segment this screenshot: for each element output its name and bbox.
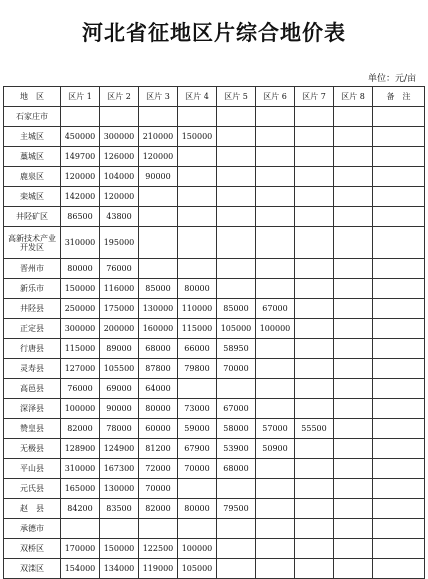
table-row (4, 339, 425, 359)
zone-3-price-cell: 210000 (139, 127, 178, 147)
zone-5-price-cell (217, 559, 256, 579)
zone-1-price-cell (61, 519, 100, 539)
table-row (4, 279, 425, 299)
zone-1-price-cell: 310000 (61, 459, 100, 479)
zone-7-price-cell (295, 399, 334, 419)
zone-7-price-cell (295, 127, 334, 147)
zone-7-price-cell (295, 559, 334, 579)
zone-4-price-cell: 105000 (178, 559, 217, 579)
unit-label: 单位：元/亩 (367, 74, 416, 84)
zone-6-price-cell: 100000 (256, 319, 295, 339)
zone-5-price-cell: 53900 (217, 439, 256, 459)
zone-6-price-cell (256, 459, 295, 479)
note-cell (373, 419, 425, 439)
zone-8-price-cell (334, 559, 373, 579)
zone-3-price-cell (139, 227, 178, 259)
zone-5-price-cell (217, 167, 256, 187)
zone-2-price-cell: 90000 (100, 399, 139, 419)
zone-7-price-cell (295, 479, 334, 499)
note-cell (373, 107, 425, 127)
zone-2-price-cell: 175000 (100, 299, 139, 319)
column-header-zone-4: 区片 4 (178, 87, 217, 107)
table-row (4, 227, 425, 259)
zone-7-price-cell (295, 519, 334, 539)
zone-7-price-cell (295, 147, 334, 167)
region-name-cell: 主城区 (4, 127, 61, 147)
region-name-cell: 井陉矿区 (4, 207, 61, 227)
table-row (4, 127, 425, 147)
zone-4-price-cell (178, 379, 217, 399)
column-header-zone-8: 区片 8 (334, 87, 373, 107)
zone-6-price-cell (256, 399, 295, 419)
note-cell (373, 259, 425, 279)
zone-7-price-cell (295, 167, 334, 187)
zone-5-price-cell: 58950 (217, 339, 256, 359)
zone-5-price-cell (217, 227, 256, 259)
zone-7-price-cell (295, 187, 334, 207)
zone-4-price-cell: 59000 (178, 419, 217, 439)
zone-2-price-cell: 134000 (100, 559, 139, 579)
zone-4-price-cell (178, 259, 217, 279)
zone-8-price-cell (334, 399, 373, 419)
region-name-cell: 赞皇县 (4, 419, 61, 439)
table-row (4, 299, 425, 319)
zone-7-price-cell (295, 339, 334, 359)
zone-6-price-cell (256, 259, 295, 279)
zone-3-price-cell: 68000 (139, 339, 178, 359)
region-name-cell: 平山县 (4, 459, 61, 479)
zone-3-price-cell (139, 519, 178, 539)
zone-8-price-cell (334, 127, 373, 147)
region-name-cell: 新乐市 (4, 279, 61, 299)
zone-6-price-cell (256, 359, 295, 379)
note-cell (373, 439, 425, 459)
note-cell (373, 319, 425, 339)
zone-3-price-cell: 82000 (139, 499, 178, 519)
table-row (4, 187, 425, 207)
zone-7-price-cell (295, 359, 334, 379)
zone-3-price-cell: 85000 (139, 279, 178, 299)
zone-3-price-cell: 60000 (139, 419, 178, 439)
zone-3-price-cell: 130000 (139, 299, 178, 319)
zone-7-price-cell (295, 259, 334, 279)
zone-3-price-cell: 120000 (139, 147, 178, 167)
zone-8-price-cell (334, 379, 373, 399)
table-row (4, 539, 425, 559)
table-row (4, 147, 425, 167)
zone-5-price-cell: 85000 (217, 299, 256, 319)
zone-4-price-cell (178, 167, 217, 187)
note-cell (373, 479, 425, 499)
zone-4-price-cell: 115000 (178, 319, 217, 339)
zone-8-price-cell (334, 299, 373, 319)
zone-1-price-cell: 165000 (61, 479, 100, 499)
note-cell (373, 279, 425, 299)
zone-1-price-cell: 170000 (61, 539, 100, 559)
zone-6-price-cell (256, 559, 295, 579)
zone-8-price-cell (334, 479, 373, 499)
table-row (4, 479, 425, 499)
zone-3-price-cell: 119000 (139, 559, 178, 579)
zone-1-price-cell: 128900 (61, 439, 100, 459)
zone-8-price-cell (334, 499, 373, 519)
zone-1-price-cell: 154000 (61, 559, 100, 579)
zone-4-price-cell (178, 479, 217, 499)
zone-5-price-cell (217, 279, 256, 299)
zone-5-price-cell (217, 519, 256, 539)
zone-7-price-cell (295, 319, 334, 339)
zone-6-price-cell (256, 127, 295, 147)
note-cell (373, 359, 425, 379)
table-row (4, 399, 425, 419)
zone-4-price-cell: 73000 (178, 399, 217, 419)
zone-4-price-cell (178, 147, 217, 167)
zone-2-price-cell: 116000 (100, 279, 139, 299)
zone-2-price-cell: 43800 (100, 207, 139, 227)
zone-6-price-cell (256, 519, 295, 539)
zone-6-price-cell (256, 207, 295, 227)
table-row (4, 359, 425, 379)
table-body (4, 107, 425, 579)
zone-8-price-cell (334, 147, 373, 167)
zone-6-price-cell (256, 187, 295, 207)
column-header-zone-6: 区片 6 (256, 87, 295, 107)
zone-5-price-cell (217, 107, 256, 127)
zone-3-price-cell: 80000 (139, 399, 178, 419)
region-name-cell: 井陉县 (4, 299, 61, 319)
zone-7-price-cell (295, 459, 334, 479)
page-title: 河北省征地区片综合地价表 (82, 21, 346, 45)
note-cell (373, 539, 425, 559)
zone-1-price-cell: 115000 (61, 339, 100, 359)
zone-7-price-cell: 55500 (295, 419, 334, 439)
zone-3-price-cell: 122500 (139, 539, 178, 559)
zone-4-price-cell: 80000 (178, 279, 217, 299)
zone-7-price-cell (295, 439, 334, 459)
zone-1-price-cell: 149700 (61, 147, 100, 167)
zone-6-price-cell: 57000 (256, 419, 295, 439)
region-name-cell: 高新技术产业开发区 (4, 227, 61, 259)
zone-6-price-cell: 67000 (256, 299, 295, 319)
zone-5-price-cell (217, 479, 256, 499)
zone-6-price-cell (256, 479, 295, 499)
zone-4-price-cell: 79800 (178, 359, 217, 379)
zone-3-price-cell: 72000 (139, 459, 178, 479)
note-cell (373, 459, 425, 479)
zone-4-price-cell: 110000 (178, 299, 217, 319)
table-row (4, 499, 425, 519)
zone-1-price-cell: 82000 (61, 419, 100, 439)
column-header-zone-3: 区片 3 (139, 87, 178, 107)
zone-2-price-cell: 105500 (100, 359, 139, 379)
zone-8-price-cell (334, 359, 373, 379)
zone-5-price-cell: 58000 (217, 419, 256, 439)
column-header-zone-2: 区片 2 (100, 87, 139, 107)
zone-4-price-cell: 80000 (178, 499, 217, 519)
zone-4-price-cell: 100000 (178, 539, 217, 559)
table-row (4, 319, 425, 339)
zone-5-price-cell: 70000 (217, 359, 256, 379)
zone-6-price-cell (256, 379, 295, 399)
region-name-cell: 晋州市 (4, 259, 61, 279)
zone-2-price-cell: 89000 (100, 339, 139, 359)
note-cell (373, 207, 425, 227)
zone-5-price-cell: 79500 (217, 499, 256, 519)
zone-5-price-cell (217, 207, 256, 227)
table-row (4, 559, 425, 579)
region-name-cell: 元氏县 (4, 479, 61, 499)
zone-3-price-cell: 81200 (139, 439, 178, 459)
zone-4-price-cell: 70000 (178, 459, 217, 479)
note-cell (373, 559, 425, 579)
zone-2-price-cell: 83500 (100, 499, 139, 519)
note-cell (373, 339, 425, 359)
table-row (4, 439, 425, 459)
zone-1-price-cell: 127000 (61, 359, 100, 379)
zone-3-price-cell (139, 259, 178, 279)
zone-1-price-cell: 84200 (61, 499, 100, 519)
column-header-zone-1: 区片 1 (61, 87, 100, 107)
zone-2-price-cell (100, 107, 139, 127)
region-name-cell: 无极县 (4, 439, 61, 459)
zone-5-price-cell (217, 127, 256, 147)
zone-8-price-cell (334, 187, 373, 207)
region-name-cell: 藁城区 (4, 147, 61, 167)
zone-8-price-cell (334, 259, 373, 279)
region-name-cell: 石家庄市 (4, 107, 61, 127)
zone-6-price-cell (256, 499, 295, 519)
zone-2-price-cell: 195000 (100, 227, 139, 259)
zone-8-price-cell (334, 107, 373, 127)
zone-7-price-cell (295, 539, 334, 559)
zone-4-price-cell: 66000 (178, 339, 217, 359)
table-row (4, 167, 425, 187)
note-cell (373, 519, 425, 539)
zone-2-price-cell: 69000 (100, 379, 139, 399)
zone-2-price-cell: 130000 (100, 479, 139, 499)
zone-8-price-cell (334, 459, 373, 479)
zone-8-price-cell (334, 319, 373, 339)
zone-5-price-cell (217, 187, 256, 207)
zone-6-price-cell (256, 107, 295, 127)
note-cell (373, 127, 425, 147)
note-cell (373, 399, 425, 419)
zone-2-price-cell: 167300 (100, 459, 139, 479)
table-row (4, 519, 425, 539)
zone-8-price-cell (334, 339, 373, 359)
land-price-table (3, 86, 425, 579)
region-name-cell: 承德市 (4, 519, 61, 539)
note-cell (373, 147, 425, 167)
zone-2-price-cell: 126000 (100, 147, 139, 167)
zone-2-price-cell (100, 519, 139, 539)
zone-8-price-cell (334, 279, 373, 299)
region-name-cell: 行唐县 (4, 339, 61, 359)
zone-3-price-cell (139, 187, 178, 207)
zone-6-price-cell (256, 147, 295, 167)
zone-7-price-cell (295, 207, 334, 227)
note-cell (373, 299, 425, 319)
zone-5-price-cell: 67000 (217, 399, 256, 419)
zone-6-price-cell: 50900 (256, 439, 295, 459)
zone-2-price-cell: 78000 (100, 419, 139, 439)
zone-7-price-cell (295, 379, 334, 399)
zone-3-price-cell: 160000 (139, 319, 178, 339)
zone-8-price-cell (334, 167, 373, 187)
zone-7-price-cell (295, 499, 334, 519)
zone-2-price-cell: 76000 (100, 259, 139, 279)
zone-1-price-cell: 310000 (61, 227, 100, 259)
zone-4-price-cell (178, 187, 217, 207)
note-cell (373, 187, 425, 207)
zone-8-price-cell (334, 439, 373, 459)
zone-5-price-cell: 68000 (217, 459, 256, 479)
column-header-note: 备 注 (373, 87, 425, 107)
zone-4-price-cell (178, 207, 217, 227)
region-name-cell: 灵寿县 (4, 359, 61, 379)
zone-2-price-cell: 150000 (100, 539, 139, 559)
zone-5-price-cell (217, 539, 256, 559)
zone-3-price-cell: 90000 (139, 167, 178, 187)
zone-4-price-cell: 67900 (178, 439, 217, 459)
zone-1-price-cell: 142000 (61, 187, 100, 207)
zone-7-price-cell (295, 299, 334, 319)
zone-1-price-cell: 300000 (61, 319, 100, 339)
column-header-zone-5: 区片 5 (217, 87, 256, 107)
zone-1-price-cell (61, 107, 100, 127)
zone-2-price-cell: 300000 (100, 127, 139, 147)
column-header-region: 地 区 (4, 87, 61, 107)
region-name-cell: 栾城区 (4, 187, 61, 207)
zone-2-price-cell: 124900 (100, 439, 139, 459)
table-row (4, 259, 425, 279)
table-row (4, 459, 425, 479)
zone-1-price-cell: 450000 (61, 127, 100, 147)
zone-7-price-cell (295, 279, 334, 299)
zone-4-price-cell: 150000 (178, 127, 217, 147)
region-name-cell: 赵 县 (4, 499, 61, 519)
zone-2-price-cell: 104000 (100, 167, 139, 187)
zone-5-price-cell (217, 379, 256, 399)
zone-6-price-cell (256, 167, 295, 187)
zone-5-price-cell (217, 147, 256, 167)
note-cell (373, 379, 425, 399)
zone-4-price-cell (178, 519, 217, 539)
zone-4-price-cell (178, 107, 217, 127)
note-cell (373, 167, 425, 187)
table-row (4, 419, 425, 439)
zone-8-price-cell (334, 227, 373, 259)
region-name-cell: 深泽县 (4, 399, 61, 419)
zone-8-price-cell (334, 207, 373, 227)
zone-6-price-cell (256, 539, 295, 559)
zone-3-price-cell: 70000 (139, 479, 178, 499)
zone-7-price-cell (295, 107, 334, 127)
zone-1-price-cell: 150000 (61, 279, 100, 299)
region-name-cell: 双滦区 (4, 559, 61, 579)
zone-6-price-cell (256, 339, 295, 359)
zone-6-price-cell (256, 279, 295, 299)
zone-7-price-cell (295, 227, 334, 259)
zone-1-price-cell: 120000 (61, 167, 100, 187)
note-cell (373, 227, 425, 259)
zone-1-price-cell: 250000 (61, 299, 100, 319)
zone-5-price-cell: 105000 (217, 319, 256, 339)
zone-1-price-cell: 100000 (61, 399, 100, 419)
zone-8-price-cell (334, 519, 373, 539)
zone-8-price-cell (334, 539, 373, 559)
zone-2-price-cell: 120000 (100, 187, 139, 207)
zone-5-price-cell (217, 259, 256, 279)
zone-8-price-cell (334, 419, 373, 439)
region-name-cell: 正定县 (4, 319, 61, 339)
region-name-cell: 双桥区 (4, 539, 61, 559)
zone-1-price-cell: 86500 (61, 207, 100, 227)
zone-3-price-cell (139, 207, 178, 227)
column-header-zone-7: 区片 7 (295, 87, 334, 107)
header-row (4, 87, 425, 107)
zone-1-price-cell: 76000 (61, 379, 100, 399)
region-name-cell: 高邑县 (4, 379, 61, 399)
table-row (4, 107, 425, 127)
note-cell (373, 499, 425, 519)
zone-6-price-cell (256, 227, 295, 259)
zone-2-price-cell: 200000 (100, 319, 139, 339)
zone-1-price-cell: 80000 (61, 259, 100, 279)
table-row (4, 379, 425, 399)
zone-3-price-cell (139, 107, 178, 127)
zone-3-price-cell: 87800 (139, 359, 178, 379)
zone-4-price-cell (178, 227, 217, 259)
table-row (4, 207, 425, 227)
zone-3-price-cell: 64000 (139, 379, 178, 399)
region-name-cell: 鹿泉区 (4, 167, 61, 187)
